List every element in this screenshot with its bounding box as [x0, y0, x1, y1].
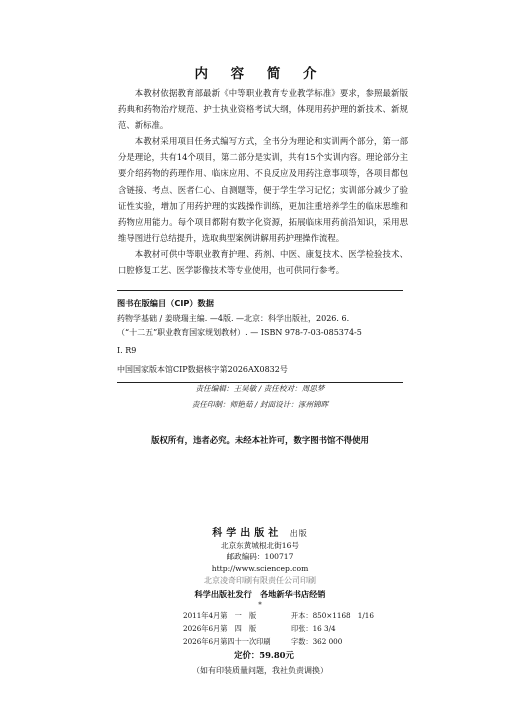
edition-date: 2026年6月第四十一次印刷: [183, 636, 271, 646]
credits-line: 责任编辑：王昊敏 / 责任校对：周思梦: [195, 384, 325, 393]
publisher-website: http://www.sciencep.com: [211, 563, 309, 573]
intro-section: [118, 85, 408, 278]
publisher-postcode: 邮政编码：100717: [226, 552, 294, 562]
cip-heading: 图书在版编目（CIP）数据: [117, 298, 214, 308]
printer-name: 北京凌奇印刷有限责任公司印刷: [204, 576, 316, 586]
edition-row: [183, 636, 383, 649]
page-title: 内 容 简 介: [194, 66, 326, 82]
cip-classification: Ⅰ. R9: [117, 346, 137, 356]
edition-spec: 印张：16 3/4: [291, 623, 336, 633]
credits-block: [0, 381, 520, 413]
cip-line: （“十二五”职业教育国家规划教材）. — ISBN 978-7-03-085374-5: [117, 327, 362, 337]
cip-line: 药物学基础 / 姜晓瑞主编. —4版. —北京：科学出版社，2026. 6.: [117, 313, 350, 323]
quality-contact-note: （如有印装质量问题，我社负责调换）: [192, 666, 328, 675]
edition-row: [183, 610, 383, 623]
separator-star: *: [258, 601, 262, 610]
publisher-address: 北京东黄城根北街16号: [220, 540, 299, 550]
intro-paragraph: 本教材可供中等职业教育护理、药剂、中医、康复技术、医学检验技术、口腔修复工艺、医学影像技术等专业使用，也可供同行参考。: [118, 248, 408, 276]
cip-block: [117, 290, 403, 383]
edition-date: 2011年4月第 一 版: [183, 611, 257, 620]
edition-date: 2026年6月第 四 版: [183, 623, 257, 633]
publisher-suffix: 出版: [289, 529, 308, 538]
publisher-name: [0, 528, 520, 540]
edition-table: [183, 610, 383, 648]
edition-row: [183, 623, 383, 636]
edition-spec: 开本：850×1168 1/16: [291, 611, 374, 620]
intro-paragraph: 本教材采用项目任务式编写方式，全书分为理论和实训两个部分，第一部分是理论，共有14个项目，第二部分是实训，共有15个实训内容。理论部分主要介绍药物的药理作用、临床应用、不良反应及用药注意事项等，各项目都包含链接、考点、医者仁心、自测题等，便于学生学习记忆；实训部分减少了验证性实验，增加了用药护理的实践操作训练，更加注重培养学生的临床思维和药物应用能力。每个项目都附有数字化资源，拓展临床用药前沿知识，采用思维导图进行总结提升，选取典型案例讲解用药护理操作流程。: [118, 136, 408, 243]
edition-spec: 字数：362 000: [291, 636, 343, 646]
price-label: 定价：59.80元: [234, 650, 294, 660]
copyright-notice: 版权所有，违者必究。未经本社许可，数字图书馆不得使用: [151, 435, 369, 445]
distribution-line: 科学出版社发行 各地新华书店经销: [194, 589, 326, 600]
intro-paragraph: 本教材依据教育部最新《中等职业教育专业教学标准》要求，参照最新版药典和药物治疗规范、护士执业资格考试大纲，体现用药护理的新技术、新规范、新标准。: [118, 88, 408, 131]
cip-core-data: 中国国家版本馆CIP数据核字第2026AX0832号: [117, 365, 288, 375]
credits-line: 责任印制：师艳茹 / 封面设计：涿州锦晖: [191, 400, 329, 409]
publisher-block: [0, 528, 520, 610]
publisher-logo-text: 科学出版社: [212, 528, 283, 539]
